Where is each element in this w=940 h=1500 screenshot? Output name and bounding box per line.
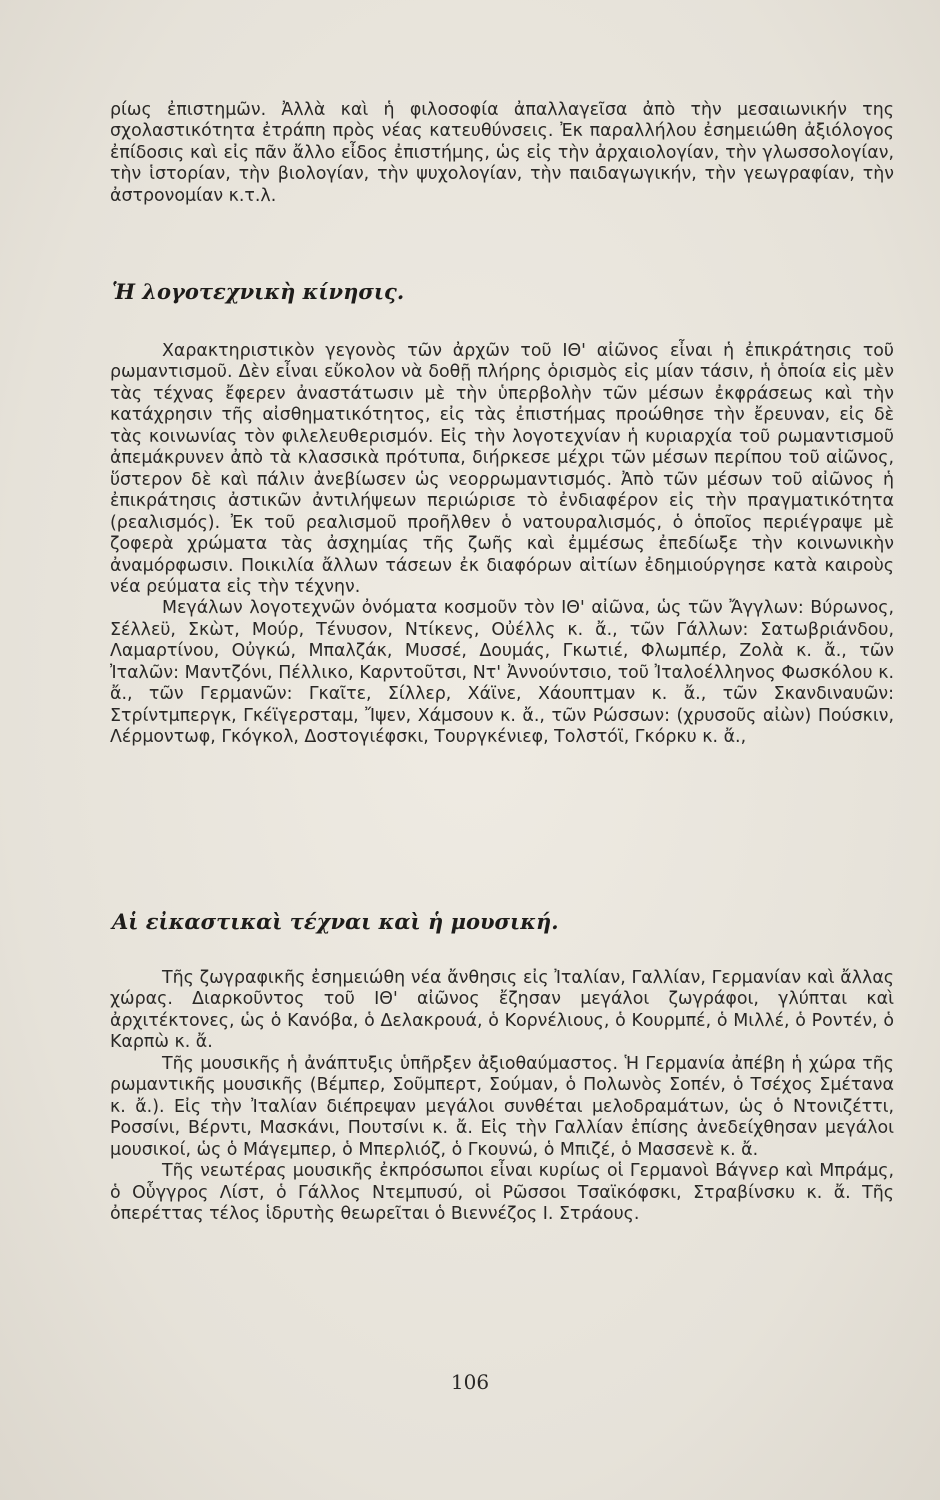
paragraph-music: Τῆς μουσικῆς ἡ ἀνάπτυξις ὑπῆρξεν ἀξιοθαύμαστος. Ἡ Γερμανία ἀπέβη ἡ χώρα τῆς ρωμαντικῆς μουσικῆς (Βέμπερ, Σοῦμπερτ, Σούμαν, ὁ Πολωνὸς Σοπέν, ὁ Τσέχος Σμέτανα κ. ἄ.). Εἰς τὴν Ἰταλίαν διέπρεψαν μεγάλοι συνθέται μελοδραμάτων, ὡς ὁ Ντονιζέττι, Ροσσίνι, Βέρντι, Μασκάνι, Πουτσίνι κ. ἄ. Εἰς τὴν Γαλλίαν ἐπίσης ἀνεδείχθησαν μεγάλοι μουσικοί, ὡς ὁ Μάγεμπερ, ὁ Μπερλιόζ, ὁ Γκουνώ, ὁ Μπιζέ, ὁ Μασσενὲ κ. ἄ. [110,1053,894,1160]
literary-movement-text-block [110,341,894,749]
intro-text-block [110,100,894,207]
paragraph-great-writers: Μεγάλων λογοτεχνῶν ὀνόματα κοσμοῦν τὸν ΙΘ' αἰῶνα, ὡς τῶν Ἄγγλων: Βύρωνος, Σέλλεϋ, Σκὼτ, Μούρ, Τένυσον, Ντίκενς, Οὐέλλς κ. ἄ., τῶν Γάλλων: Σατωβριάνδου, Λαμαρτίνου, Οὐγκώ, Μπαλζάκ, Μυσσέ, Δουμάς, Γκωτιέ, Φλωμπέρ, Ζολὰ κ. ἄ., τῶν Ἰταλῶν: Μαντζόνι, Πέλλικο, Καρντοῦτσι, Ντ' Ἀννούντσιο, τοῦ Ἰταλοέλληνος Φωσκόλου κ. ἄ., τῶν Γερμανῶν: Γκαῖτε, Σίλλερ, Χάϊνε, Χάουπτμαν κ. ἄ., τῶν Σκανδιναυῶν: Στρίντμπεργκ, Γκέϊγερσταμ, Ἴψεν, Χάμσουν κ. ἄ., τῶν Ρώσσων: (χρυσοῦς αἰὼν) Πούσκιν, Λέρμοντωφ, Γκόγκολ, Δοστογιέφσκι, Τουργκένιεφ, Τολστόϊ, Γκόρκυ κ. ἄ., [110,598,894,748]
page-number: 106 [450,1370,490,1394]
paragraph-painting: Τῆς ζωγραφικῆς ἐσημειώθη νέα ἄνθησις εἰς Ἰταλίαν, Γαλλίαν, Γερμανίαν καὶ ἄλλας χώρας. Διαρκοῦντος τοῦ ΙΘ' αἰῶνος ἔζησαν μεγάλοι ζωγράφοι, γλύπται καὶ ἀρχιτέκτονες, ὡς ὁ Κανόβα, ὁ Δελακρουά, ὁ Κορνέλιους, ὁ Κουρμπέ, ὁ Μιλλέ, ὁ Ροντέν, ὁ Καρπὼ κ. ἄ. [110,968,894,1053]
fine-arts-music-text-block [110,968,894,1225]
paragraph-romanticism: Χαρακτηριστικὸν γεγονὸς τῶν ἀρχῶν τοῦ ΙΘ' αἰῶνος εἶναι ἡ ἐπικράτησις τοῦ ρωμαντισμοῦ. Δὲν εἶναι εὔκολον νὰ δοθῇ πλήρης ὁρισμὸς εἰς μίαν τάσιν, ἡ ὁποία εἰς μὲν τὰς τέχνας ἔφερεν ἀναστάτωσιν μὲ τὴν ὑπερβολὴν τῶν μέσων ἐκφράσεως καὶ τὴν κατάχρησιν τῆς αἰσθηματικότητος, εἰς τὰς ἐπιστήμας προώθησε τὴν ἔρευναν, εἰς δὲ τὰς κοινωνίας τὸν φιλελευθερισμόν. Εἰς τὴν λογοτεχνίαν ἡ κυριαρχία τοῦ ρωμαντισμοῦ ἀπεμάκρυνεν ἀπὸ τὰ κλασσικὰ πρότυπα, διήρκεσε μέχρι τῶν μέσων περίπου τοῦ αἰῶνος, ὕστερον δὲ καὶ πάλιν ἀνεβίωσεν ὡς νεορρωμαντισμός. Ἀπὸ τῶν μέσων τοῦ αἰῶνος ἡ ἐπικράτησις ἀστικῶν ἀντιλήψεων περιώρισε τὸ ἐνδιαφέρον εἰς τὴν πραγματικότητα (ρεαλισμός). Ἐκ τοῦ ρεαλισμοῦ προῆλθεν ὁ νατουραλισμός, ὁ ὁποῖος περιέγραψε μὲ ζοφερὰ χρώματα τὰς ἀσχημίας τῆς ζωῆς καὶ ἐμμέσως ἐπεδίωξε τὴν κοινωνικὴν ἀναμόρφωσιν. Ποικιλία ἄλλων τάσεων ἐκ διαφόρων αἰτίων ἐδημιούργησε κατὰ καιροὺς νέα ρεύματα εἰς τὴν τέχνην. [110,341,894,597]
paragraph-modern-music: Τῆς νεωτέρας μουσικῆς ἐκπρόσωποι εἶναι κυρίως οἱ Γερμανοὶ Βάγνερ καὶ Μπράμς, ὁ Οὗγγρος Λίστ, ὁ Γάλλος Ντεμπυσύ, οἱ Ρῶσσοι Τσαϊκόφσκι, Στραβίνσκυ κ. ἄ. Τῆς ὀπερέττας τέλος ἱδρυτὴς θεωρεῖται ὁ Βιεννέζος Ι. Στράους. [110,1161,894,1224]
intro-paragraph: ρίως ἐπιστημῶν. Ἀλλὰ καὶ ἡ φιλοσοφία ἀπαλλαγεῖσα ἀπὸ τὴν μεσαιωνικήν της σχολαστικότητα ἐτράπη πρὸς νέας κατευθύνσεις. Ἐκ παραλλήλου ἐσημειώθη ἀξιόλογος ἐπίδοσις καὶ εἰς πᾶν ἄλλο εἶδος ἐπιστήμης, ὡς εἰς τὴν ἀρχαιολογίαν, τὴν γλωσσολογίαν, τὴν ἱστορίαν, τὴν βιολογίαν, τὴν ψυχολογίαν, τὴν παιδαγωγικήν, τὴν γεωγραφίαν, τὴν ἀστρονομίαν κ.τ.λ. [110,100,894,206]
section-heading-literary-movement: Ἡ λογοτεχνικὴ κίνησις. [112,279,405,304]
section-heading-fine-arts-music: Αἱ εἰκαστικαὶ τέχναι καὶ ἡ μουσική. [112,909,559,934]
